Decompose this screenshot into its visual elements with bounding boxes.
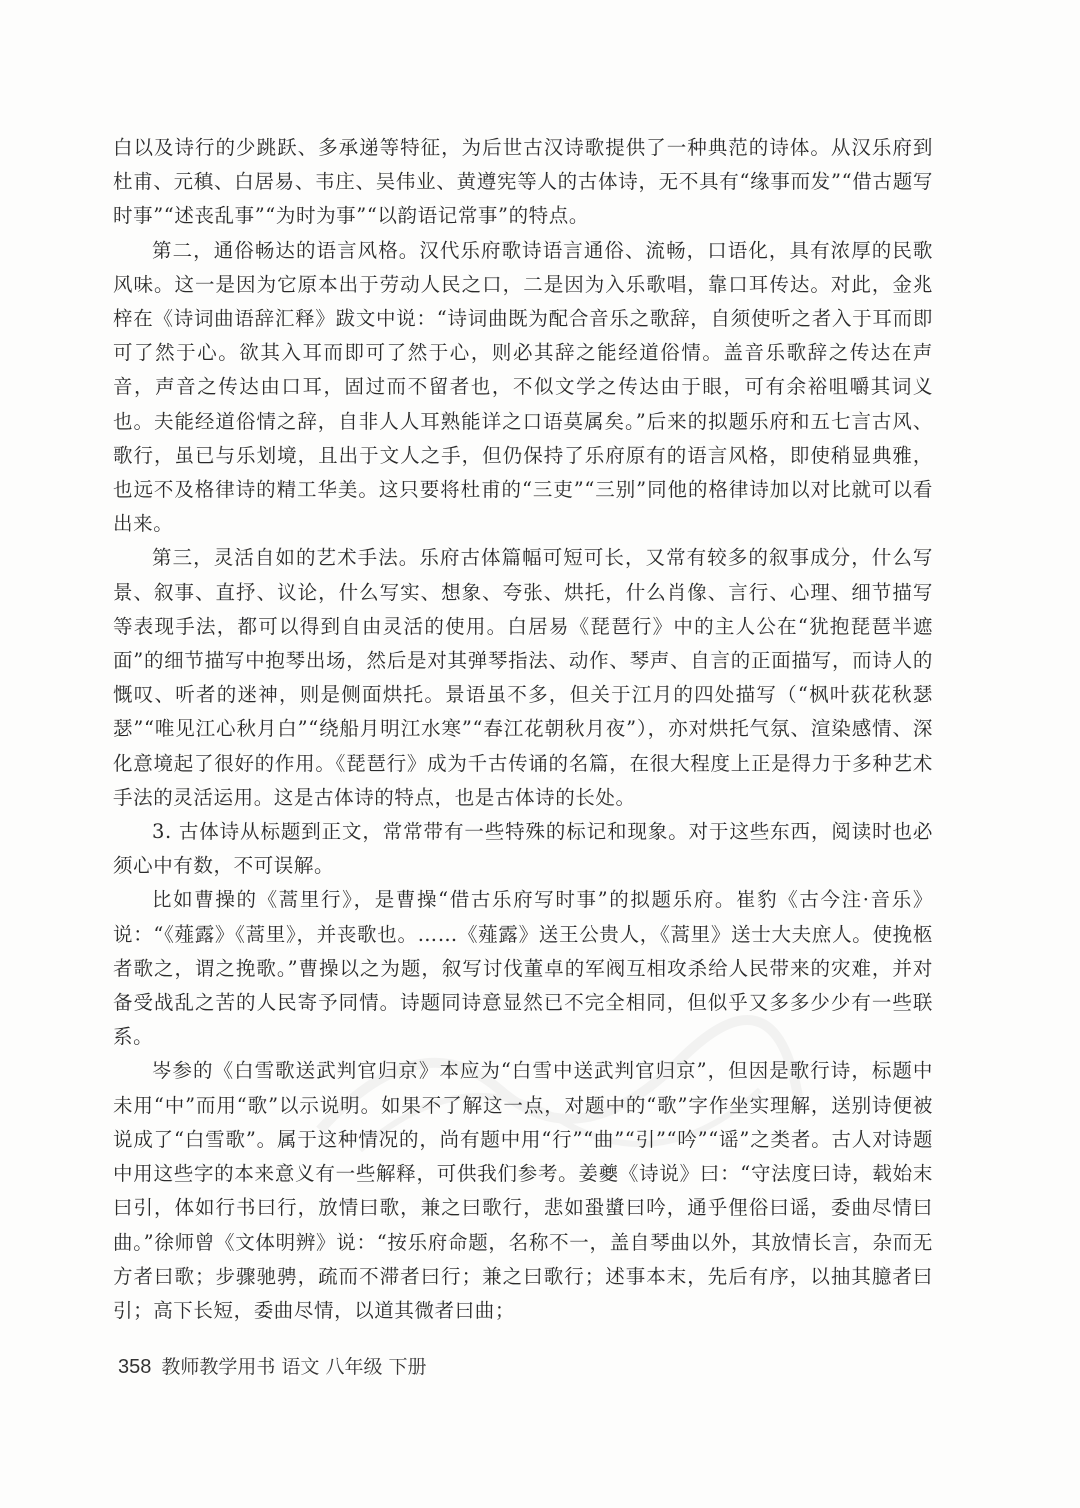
page-number: 358	[118, 1356, 152, 1378]
paragraph-continued: 白以及诗行的少跳跃、多承递等特征，为后世古汉诗歌提供了一种典范的诗体。从汉乐府到杜甫、元稹、白居易、韦庄、吴伟业、黄遵宪等人的古体诗，无不具有“缘事而发”“借古题写时事”“述丧乱事”“为时为事”“以韵语记常事”的特点。	[113, 136, 933, 228]
paragraph-point-3: 3. 古体诗从标题到正文，常常带有一些特殊的标记和现象。对于这些东西，阅读时也必须心中有数，不可误解。	[113, 820, 933, 878]
paragraph-haoli-xing: 比如曹操的《蒿里行》，是曹操“借古乐府写时事”的拟题乐府。崔豹《古今注·音乐》说：“《薤露》《蒿里》，并丧歌也。……《薤露》送王公贵人，《蒿里》送士大夫庶人。使挽柩者歌之，谓之挽歌。”曹操以之为题，叙写讨伐董卓的军阀互相攻杀给人民带来的灾难，并对备受战乱之苦的人民寄予同情。诗题同诗意显然已不完全相同，但似乎又多多少少有一些联系。	[113, 888, 933, 1049]
page-footer	[118, 1352, 427, 1379]
book-title: 教师教学用书 语文 八年级 下册	[161, 1356, 427, 1378]
paragraph-baixue-ge: 岑参的《白雪歌送武判官归京》本应为“白雪中送武判官归京”，但因是歌行诗，标题中未用“中”而用“歌”以示说明。如果不了解这一点，对题中的“歌”字作坐实理解，送别诗便被说成了“白雪歌”。属于这种情况的，尚有题中用“行”“曲”“引”“吟”“谣”之类者。古人对诗题中用这些字的本来意义有一些解释，可供我们参考。姜夔《诗说》曰：“守法度曰诗，载始末曰引，体如行书曰行，放情曰歌，兼之曰歌行，悲如蛩螿曰吟，通乎俚俗曰谣，委曲尽情曰曲。”徐师曾《文体明辨》说：“按乐府命题，名称不一，盖自琴曲以外，其放情长言，杂而无方者曰歌；步骤驰骋，疏而不滞者曰行；兼之曰歌行；述事本末，先后有序，以抽其臆者曰引；高下长短，委曲尽情，以道其微者曰曲；	[113, 1059, 933, 1322]
body-text	[113, 131, 933, 1328]
paragraph-artistic-technique: 第三，灵活自如的艺术手法。乐府古体篇幅可短可长，又常有较多的叙事成分，什么写景、叙事、直抒、议论，什么写实、想象、夸张、烘托，什么肖像、言行、心理、细节描写等表现手法，都可以得到自由灵活的使用。白居易《琵琶行》中的主人公在“犹抱琵琶半遮面”的细节描写中抱琴出场，然后是对其弹琴指法、动作、琴声、自言的正面描写，而诗人的慨叹、听者的迷神，则是侧面烘托。景语虽不多，但关于江月的四处描写（“枫叶荻花秋瑟瑟”“唯见江心秋月白”“绕船月明江水寒”“春江花朝秋月夜”），亦对烘托气氛、渲染感情、深化意境起了很好的作用。《琵琶行》成为千古传诵的名篇，在很大程度上正是得力于多种艺术手法的灵活运用。这是古体诗的特点，也是古体诗的长处。	[113, 546, 933, 809]
paragraph-language-style: 第二，通俗畅达的语言风格。汉代乐府歌诗语言通俗、流畅，口语化，具有浓厚的民歌风味。这一是因为它原本出于劳动人民之口，二是因为入乐歌唱，靠口耳传达。对此，金兆梓在《诗词曲语辞汇释》跋文中说：“诗词曲既为配合音乐之歌辞，自须使听之者入于耳而即可了然于心。欲其入耳而即可了然于心，则必其辞之能经道俗情。盖音乐歌辞之传达在声音，声音之传达由口耳，固过而不留者也，不似文学之传达由于眼，可有余裕咀嚼其词义也。夫能经道俗情之辞，自非人人耳熟能详之口语莫属矣。”后来的拟题乐府和五七言古风、歌行，虽已与乐划境，且出于文人之手，但仍保持了乐府原有的语言风格，即使稍显典雅，也远不及格律诗的精工华美。这只要将杜甫的“三吏”“三别”同他的格律诗加以对比就可以看出来。	[113, 238, 933, 536]
